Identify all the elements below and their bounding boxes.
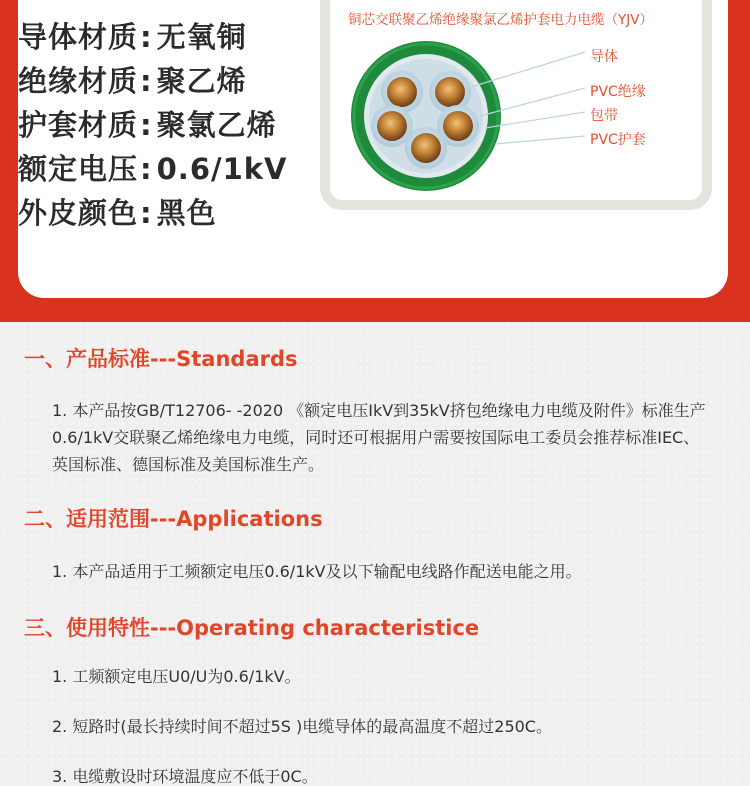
section-heading-applications: 二、适用范围---Applications [24, 507, 323, 531]
spec-value: 聚乙烯 [156, 64, 247, 98]
spec-label: 导体材质 [18, 20, 139, 54]
spec-row-color [18, 191, 308, 232]
spec-row-insulation [18, 59, 308, 100]
applications-paragraph: 1. 本产品适用于工频额定电压0.6/1kV及以下输配电线路作配送电能之用。 [52, 562, 582, 581]
spec-label: 额定电压 [18, 152, 139, 186]
callout-insulation: PVC绝缘 [590, 84, 646, 100]
spec-value: 0.6/1kV [156, 152, 288, 186]
spec-row-conductor [18, 15, 308, 56]
characteristic-item-2: 2. 短路时(最长持续时间不超过5S )电缆导体的最高温度不超过250C。 [52, 717, 552, 736]
diagram-title: 铜芯交联聚乙烯绝缘聚氯乙烯护套电力电缆（YJV） [348, 12, 653, 28]
callout-sheath: PVC护套 [590, 132, 646, 148]
standards-paragraph: 1. 本产品按GB/T12706- -2020 《额定电压IkV到35kV挤包绝缘电力电缆及附件》标准生产0.6/1kV交联聚乙烯绝缘电力电缆，同时还可根据用户需要按国际电工委员会推荐标准IEC、英国标准、德国标准及美国标准生产。 [52, 401, 706, 474]
spec-label: 护套材质 [18, 108, 139, 142]
cable-cross-section-illustration [330, 26, 710, 206]
callout-conductor: 导体 [590, 49, 618, 65]
spec-separator: : [140, 108, 153, 142]
characteristic-item-3: 3. 电缆敷设时环境温度应不低于0C。 [52, 767, 318, 786]
callout-tape: 包带 [590, 108, 618, 124]
spec-label: 绝缘材质 [18, 64, 139, 98]
spec-separator: : [140, 152, 153, 186]
spec-separator: : [140, 64, 153, 98]
spec-value: 无氧铜 [156, 20, 247, 54]
spec-label: 外皮颜色 [18, 196, 139, 230]
spec-separator: : [140, 20, 153, 54]
spec-value: 聚氯乙烯 [156, 108, 277, 142]
section-heading-characteristics: 三、使用特性---Operating characteristice [24, 616, 480, 640]
spec-separator: : [140, 196, 153, 230]
spec-value: 黑色 [156, 196, 217, 230]
characteristic-item-1: 1. 工频额定电压U0/U为0.6/1kV。 [52, 667, 301, 686]
spec-row-sheath [18, 103, 308, 144]
spec-row-voltage [18, 147, 308, 188]
section-heading-standards: 一、产品标准---Standards [24, 347, 298, 371]
